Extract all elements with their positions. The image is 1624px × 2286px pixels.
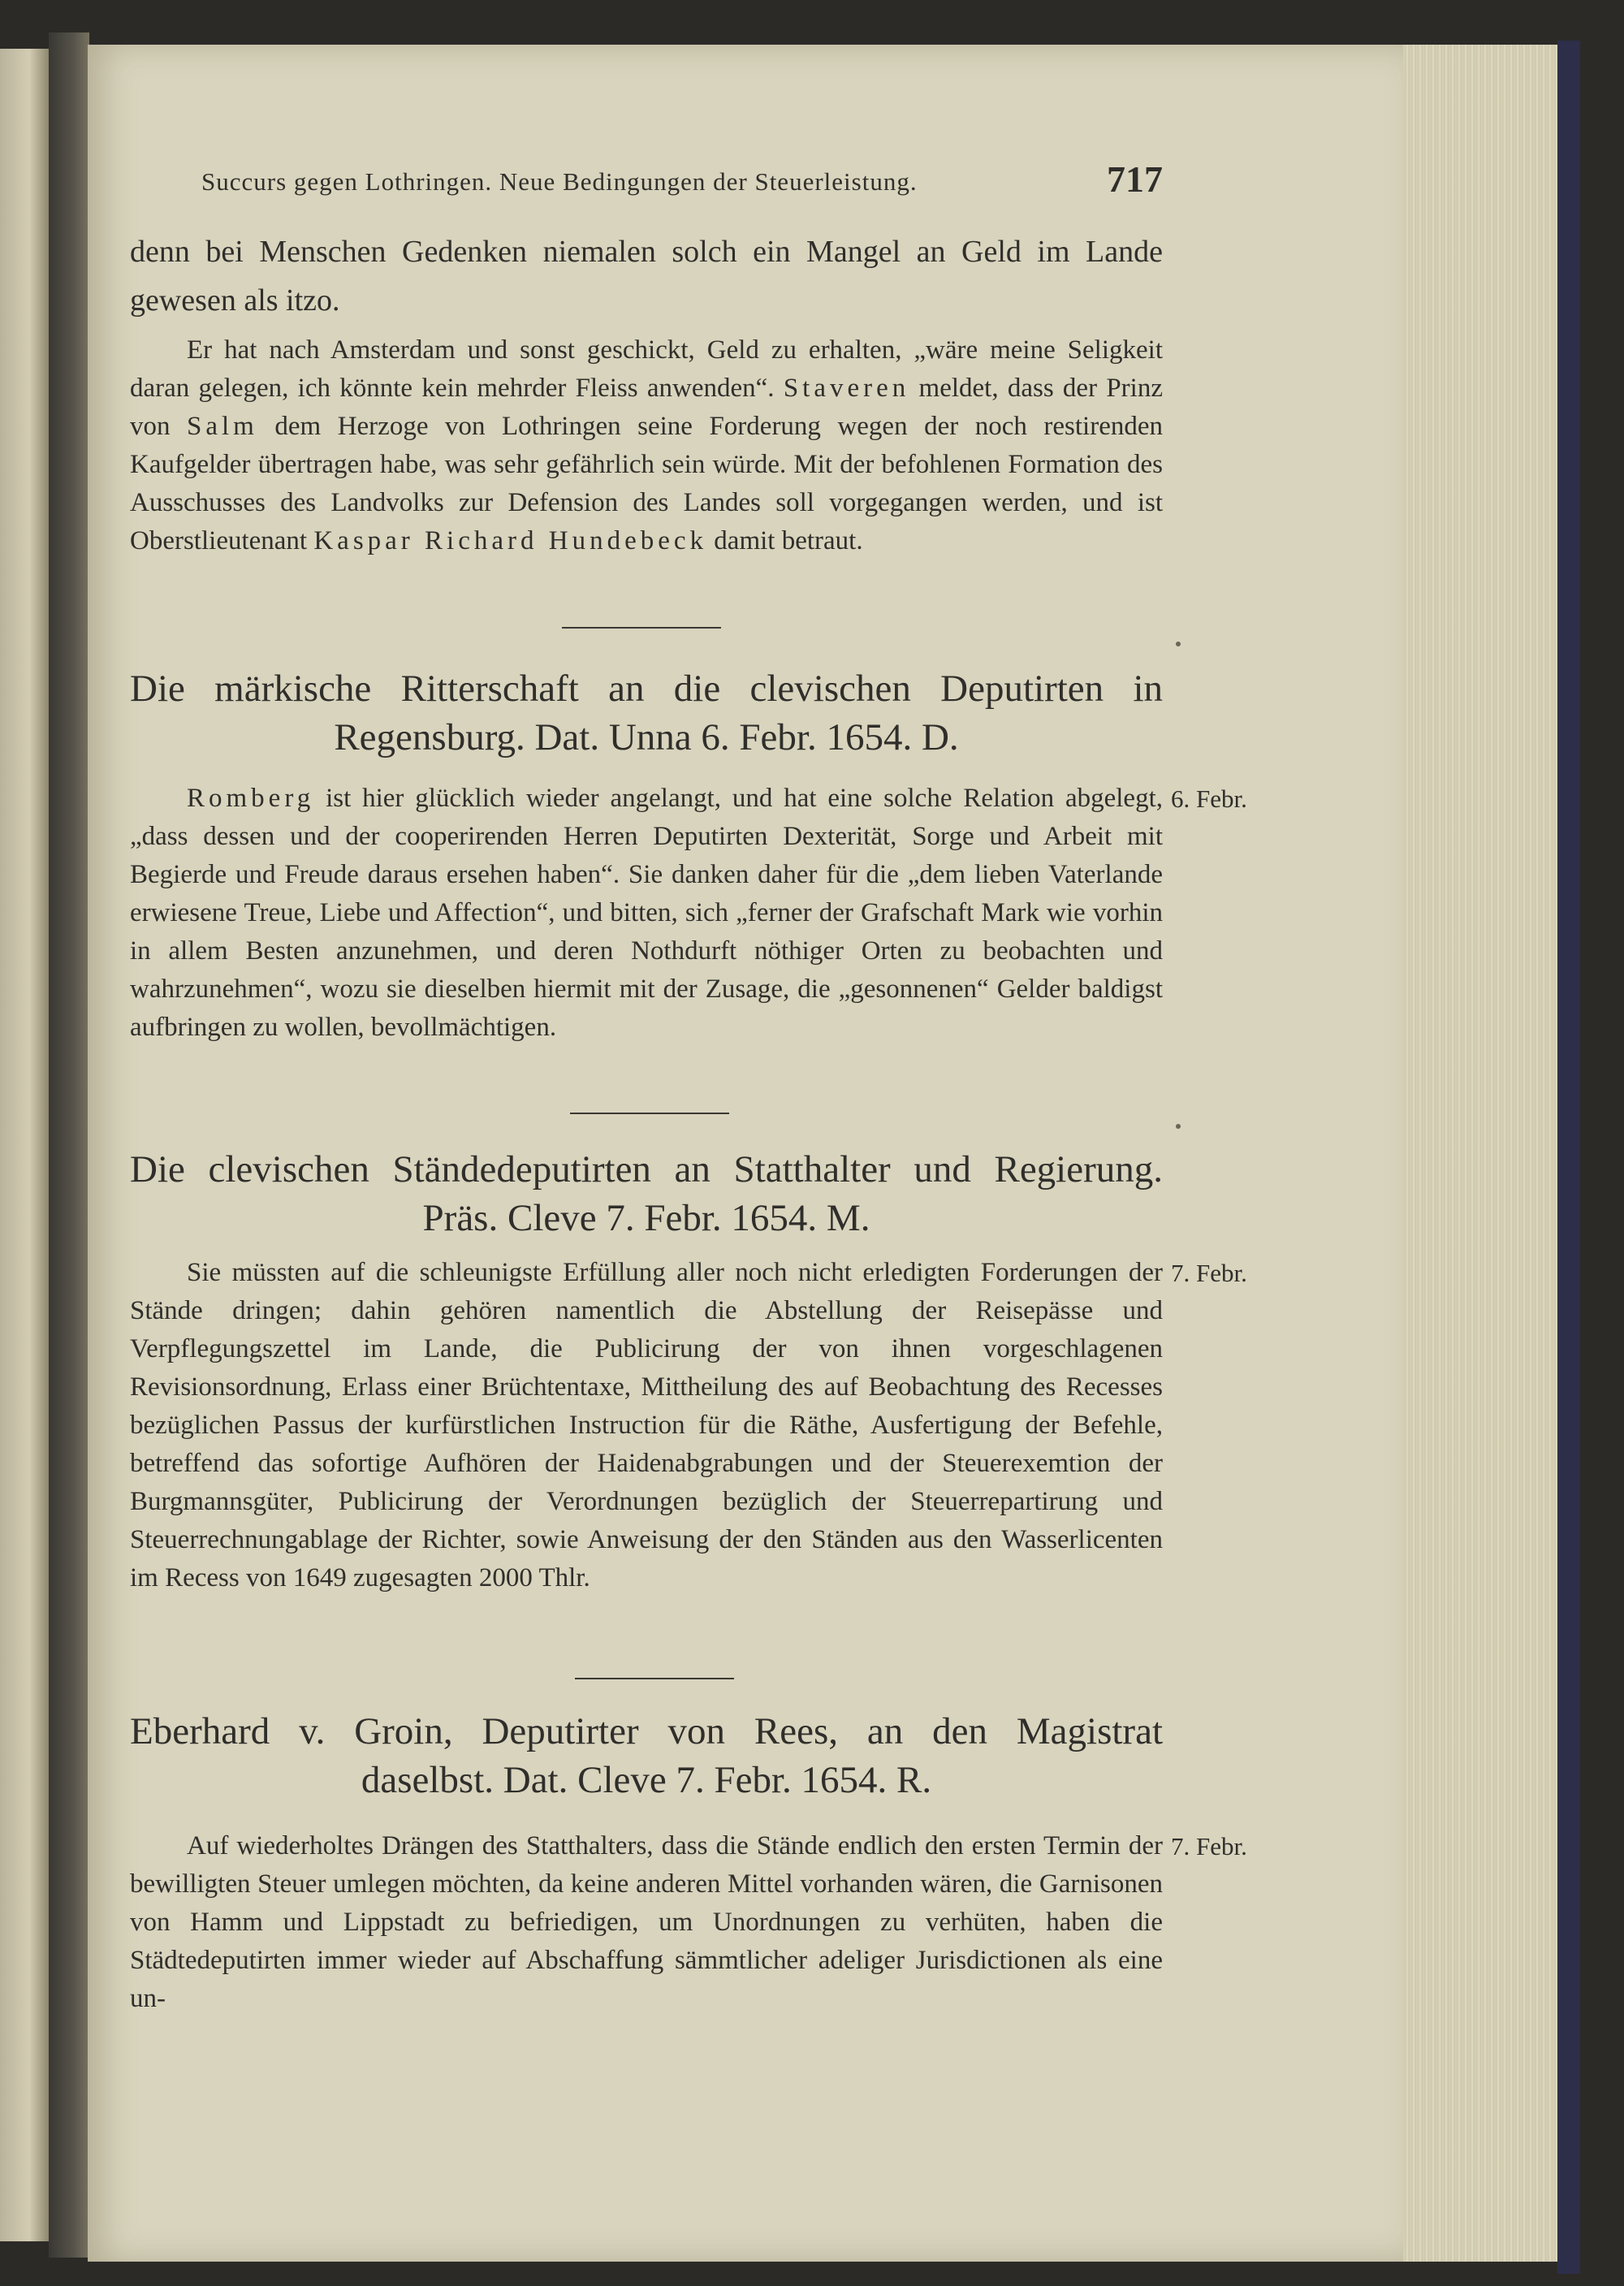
- section-heading-eberhard-v-groin: [130, 1707, 1163, 1804]
- heading-line: daselbst. Dat. Cleve 7. Febr. 1654. R.: [361, 1759, 932, 1801]
- running-head: [130, 154, 1163, 200]
- heading-line: Die märkische Ritterschaft an die clevischen Deputirten in: [130, 668, 1163, 710]
- heading-line: Die clevischen Ständedeputirten an Statthalter und Regierung.: [130, 1148, 1163, 1191]
- section-divider: [570, 1113, 729, 1114]
- heading-line: Präs. Cleve 7. Febr. 1654. M.: [422, 1197, 870, 1239]
- statthalter-paragraph: Auf wiederholtes Drängen des Statthalters, dass die Stände endlich den ersten Termin der bewilligten Steuer umlegen möchten, da keine anderen Mittel vorhanden wären, die Garnisonen von Hamm und Lippstadt zu befriedigen, um Unordnungen zu verhüten, haben die Städtedeputirten immer wieder auf Abschaffung sämmtlicher adeliger Jurisdictionen als eine un-: [130, 1831, 1163, 2013]
- book-cover-edge: [1557, 41, 1580, 2274]
- paragraph-text: ist hier glücklich wieder angelangt, und hat eine solche Relation abgelegt, „dass dessen und der cooperirenden Herren Deputirten Dexterität, Sorge und Arbeit mit Begierde und Freude daraus ersehen haben“. Sie danken daher für die „dem lieben Vaterlande erwiesene Treue, Liebe und Affection“, und bitten, sich „ferner der Grafschaft Mark wie vorhin in allem Besten anzunehmen, und deren Nothdurft nöthiger Orten zu beobachten und wahrzunehmen“, wozu sie dieselben hiermit mit der Zusage, die „gesonnenen“ Gelder baldigst aufbringen zu wollen, bevollmächtigen.: [130, 784, 1163, 1042]
- running-head-title: Succurs gegen Lothringen. Neue Bedingungen der Steuerleistung.: [201, 167, 918, 196]
- section-divider: [562, 627, 721, 629]
- staveren-paragraph: [130, 331, 1163, 560]
- person-name-staveren: Staveren: [783, 374, 910, 403]
- person-name-hundebeck: Kaspar Richard Hundebeck: [313, 526, 708, 555]
- page-number: 717: [1107, 158, 1163, 200]
- margin-date: 7. Febr.: [1171, 1832, 1247, 1860]
- paragraph-text: meldet, dass der Prinz von: [130, 374, 1163, 441]
- margin-date: 6. Febr.: [1171, 784, 1247, 813]
- page-edges-stack: [1403, 45, 1557, 2262]
- heading-line: Eberhard v. Groin, Deputirter von Rees, an den Magistrat: [130, 1710, 1163, 1752]
- margin-date: 7. Febr.: [1171, 1259, 1247, 1287]
- section-heading-clevische-staendedeputirten: [130, 1145, 1163, 1242]
- romberg-paragraph: [130, 780, 1163, 1047]
- person-name-romberg: Romberg: [187, 784, 315, 813]
- paragraph-text: dem Herzoge von Lothringen seine Forderung wegen der noch restirenden Kaufgelder übertragen habe, was sehr gefährlich sein würde. Mit der befohlenen Formation des Ausschusses des Landvolks zur Defension des Landes soll vorgegangen werden, und ist Oberstlieutenant: [130, 412, 1163, 555]
- person-name-salm: Salm: [187, 412, 258, 441]
- book-gutter: [49, 32, 89, 2258]
- ink-speck: [1176, 642, 1181, 646]
- paragraph-lead-text: Er hat nach Amsterdam und sonst geschickt, Geld zu erhalten, „wäre meine Seligkeit daran gelegen, ich könnte kein mehrder Fleiss anwenden“.: [130, 335, 1163, 403]
- paragraph-text: damit betraut.: [707, 526, 863, 555]
- section-heading-maerkische-ritterschaft: [130, 664, 1163, 762]
- section-divider: [575, 1678, 734, 1679]
- forderungen-paragraph: Sie müssten auf die schleunigste Erfüllung aller noch nicht erledigten Forderungen der Stände dringen; dahin gehören namentlich die Abstellung der Reisepässe und Verpflegungszettel im Lande, die Publicirung der von ihnen vorgeschlagenen Revisionsordnung, Erlass einer Brüchtentaxe, Mittheilung des auf Beobachtung des Recesses bezüglichen Passus der kurfürstlichen Instruction für die Räthe, Ausfertigung der Befehle, betreffend das sofortige Aufhören der Haidenabgrabungen und der Steuerexemtion der Burgmannsgüter, Publicirung der Verordnungen bezüglich der Steuerrepartirung und Steuerrechnungablage der Richter, sowie Anweisung der den Ständen aus den Wasserlicenten im Recess von 1649 zugesagten 2000 Thlr.: [130, 1258, 1163, 1592]
- previous-page-edge: [0, 49, 49, 2241]
- heading-line: Regensburg. Dat. Unna 6. Febr. 1654. D.: [334, 716, 959, 758]
- continuation-paragraph: denn bei Menschen Gedenken niemalen solch ein Mangel an Geld im Lande gewesen als itzo.: [130, 235, 1163, 318]
- ink-speck: [1176, 1124, 1181, 1129]
